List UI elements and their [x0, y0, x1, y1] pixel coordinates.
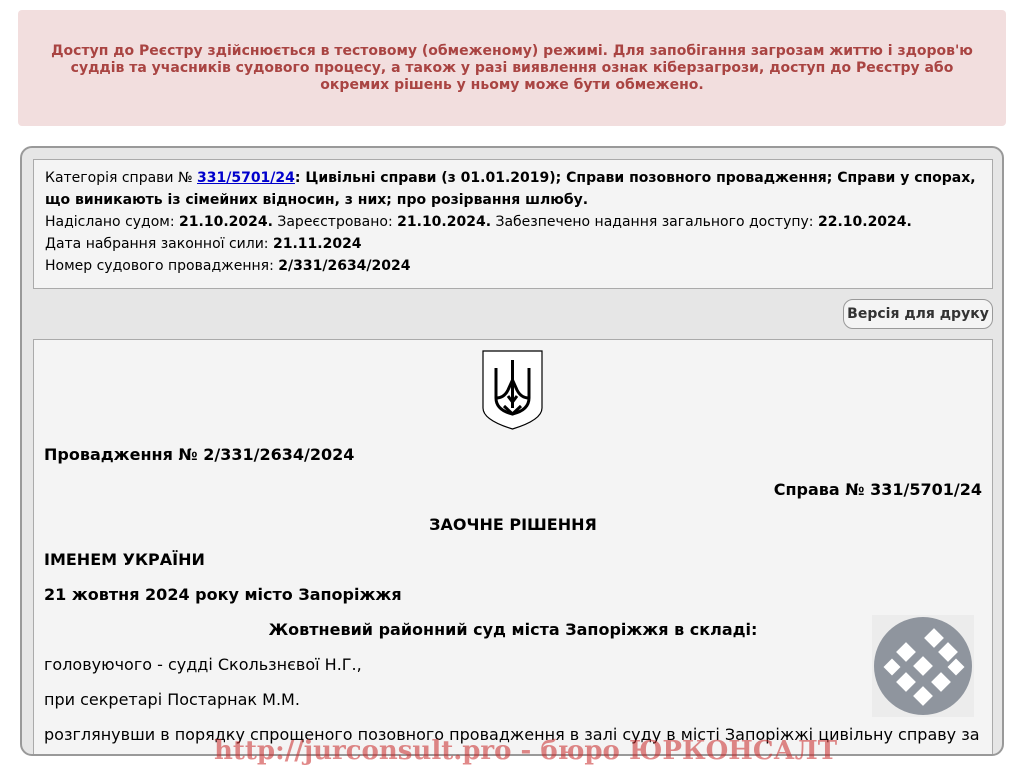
dates-line — [45, 211, 981, 233]
proceeding-line — [45, 255, 981, 277]
date-place-line: 21 жовтня 2024 року місто Запоріжжя — [44, 585, 402, 604]
print-version-button[interactable]: Версія для друку — [843, 299, 993, 329]
category-label: Категорія справи № — [45, 170, 193, 186]
proceeding-label: Номер судового провадження: — [45, 258, 274, 274]
decision-panel — [20, 146, 1004, 756]
case-number: Справа № 331/5701/24 — [773, 480, 982, 499]
effective-label: Дата набрання законної сили: — [45, 236, 269, 252]
tiles-logo-icon — [874, 617, 972, 715]
judge-line: головуючого - судді Скользнєвої Н.Г., — [44, 655, 362, 674]
notice-text: Доступ до Реєстру здійснюється в тестовому (обмеженому) режимі. Для запобігання загрозам життю і здоров'ю суддів та учасників судового процесу, а також у разі виявлення ознак кіберзагрози, доступ до Реєстру або окремих рішень у ньому може бути обмежено. — [51, 42, 973, 93]
decision-title: ЗАОЧНЕ РІШЕННЯ — [429, 515, 597, 534]
registered-label: Зареєстровано: — [277, 214, 393, 230]
access-label: Забезпечено надання загального доступу: — [495, 214, 814, 230]
category-value: : Цивільні справи (з 01.01.2019); Справи позовного провадження; Справи у спорах, що виникають із сімейних відносин, з них; про розірвання шлюбу. — [45, 170, 976, 208]
access-value: 22.10.2024. — [817, 214, 912, 230]
considering-line: розглянувши в порядку спрощеного позовного провадження в залі суду в місті Запоріжжі цивільну справу за — [44, 725, 980, 744]
decision-document — [33, 339, 993, 756]
sent-label: Надіслано судом: — [45, 214, 175, 230]
chat-widget-button[interactable] — [872, 615, 974, 717]
secretary-line: при секретарі Постарнак М.М. — [44, 690, 300, 709]
effective-value: 21.11.2024 — [272, 236, 362, 252]
trident-emblem-icon — [482, 350, 543, 430]
registry-notice — [18, 10, 1006, 126]
category-line — [45, 167, 981, 211]
watermark-overlay: http://jurconsult.pro - бюро ЮРКОНСАЛТ — [214, 736, 838, 766]
court-composition-line: Жовтневий районний суд міста Запоріжжя в складі: — [268, 620, 758, 639]
proceeding-value: 2/331/2634/2024 — [278, 258, 411, 274]
case-info-box — [33, 159, 993, 289]
proceeding-number: Провадження № 2/331/2634/2024 — [44, 445, 355, 464]
effective-line — [45, 233, 981, 255]
case-number-link[interactable]: 331/5701/24 — [197, 170, 295, 186]
registered-value: 21.10.2024. — [397, 214, 492, 230]
in-the-name-line: ІМЕНЕМ УКРАЇНИ — [44, 550, 205, 569]
sent-value: 21.10.2024. — [179, 214, 273, 230]
